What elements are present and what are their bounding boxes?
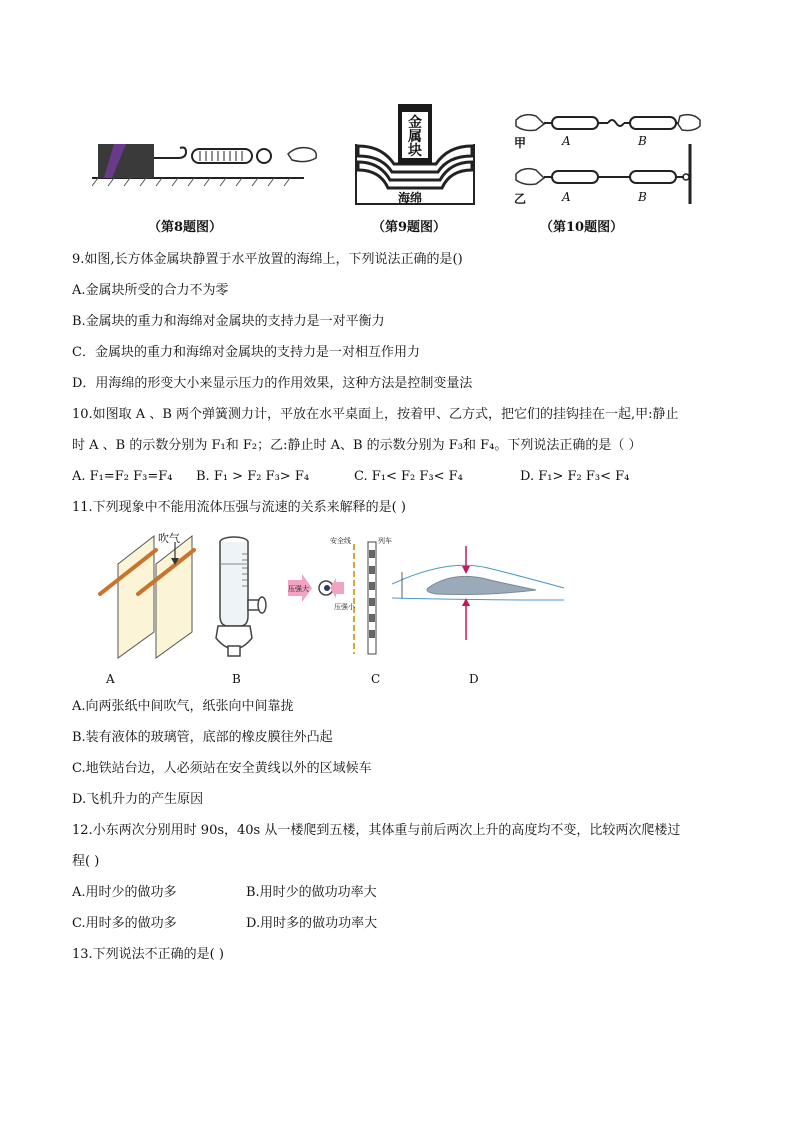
q9-option-c: C．金属块的重力和海绵对金属块的支持力是一对相互作用力 — [72, 345, 420, 360]
figure-10-caption: （第10题图） — [540, 220, 624, 235]
fig10-yi-label: 乙 — [514, 192, 527, 206]
fig10-jia-label: 甲 — [514, 136, 527, 150]
blow-label: 吹气 — [158, 532, 180, 545]
q11-figure-b-label: B — [232, 672, 241, 686]
q10-option-a: A. F₁=F₂ F₃=F₄ — [72, 469, 173, 484]
fig10-b-label-top: B — [638, 134, 647, 148]
q10-option-d: D. F₁> F₂ F₃< F₄ — [520, 469, 630, 484]
q11-option-a: A.向两张纸中间吹气，纸张向中间靠拢 — [72, 699, 294, 714]
q11-figure-c — [282, 536, 392, 660]
q12-option-c: C.用时多的做功多 — [72, 916, 177, 931]
q10-option-b: B. F₁ > F₂ F₃> F₄ — [196, 469, 310, 484]
figure-8-caption: （第8题图） — [148, 220, 223, 235]
q10-stem-line2: 时 A 、B 的示数分别为 F₁和 F₂；乙:静止时 A、B 的示数分别为 F₃和 F₄。下列说法正确的是（ ） — [72, 438, 642, 453]
train-label: 列车 — [378, 537, 392, 545]
q9-stem: 9.如图,长方体金属块静置于水平放置的海绵上，下列说法正确的是() — [72, 252, 463, 267]
fig10-a-label-top: A — [562, 134, 571, 148]
q11-figure-a — [94, 530, 214, 660]
q9-option-a: A.金属块所受的合力不为零 — [72, 283, 229, 298]
q11-option-c: C.地铁站台边，人必须站在安全黄线以外的区域候车 — [72, 761, 372, 776]
q12-stem-line2: 程( ) — [72, 854, 100, 869]
q12-option-a: A.用时少的做功多 — [72, 885, 177, 900]
high-pressure-label: 压强大 — [288, 585, 309, 593]
q12-option-d: D.用时多的做功功率大 — [246, 916, 378, 931]
figure-8 — [92, 120, 328, 190]
sponge-label: 海绵 — [398, 191, 423, 205]
metal-block-label: 金属块 — [408, 115, 422, 159]
q10-stem-line1: 10.如图取 A 、B 两个弹簧测力计，平放在水平桌面上，按着甲、乙方式，把它们的挂钩挂在一起,甲:静止 — [72, 407, 679, 422]
fig10-a-label-bottom: A — [562, 190, 571, 204]
q10-option-c: C. F₁< F₂ F₃< F₄ — [354, 469, 463, 484]
q11-option-b: B.装有液体的玻璃管，底部的橡皮膜往外凸起 — [72, 730, 333, 745]
q13-stem: 13.下列说法不正确的是( ) — [72, 947, 224, 962]
q9-option-b: B.金属块的重力和海绵对金属块的支持力是一对平衡力 — [72, 314, 385, 329]
q12-stem-line1: 12.小东两次分别用时 90s，40s 从一楼爬到五楼，其体重与前后两次上升的高度均不变，比较两次爬楼过 — [72, 823, 681, 838]
q9-option-d: D．用海绵的形变大小来显示压力的作用效果，这种方法是控制变量法 — [72, 376, 473, 391]
q11-stem: 11.下列现象中不能用流体压强与流速的关系来解释的是( ) — [72, 500, 406, 515]
q11-figure-d-label: D — [469, 672, 479, 686]
q11-figure-d — [388, 540, 570, 648]
figure-10 — [512, 104, 704, 208]
q11-option-d: D.飞机升力的产生原因 — [72, 792, 204, 807]
figure-9 — [352, 100, 478, 208]
safety-line-label: 安全线 — [330, 537, 351, 545]
q11-figure-a-label: A — [106, 672, 115, 686]
fig10-b-label-bottom: B — [638, 190, 647, 204]
q12-option-b: B.用时少的做功功率大 — [246, 885, 377, 900]
q11-figure-b — [212, 534, 272, 662]
figure-9-caption: （第9题图） — [372, 220, 447, 235]
q11-figure-c-label: C — [371, 672, 381, 686]
low-pressure-label: 压强小 — [334, 603, 355, 611]
